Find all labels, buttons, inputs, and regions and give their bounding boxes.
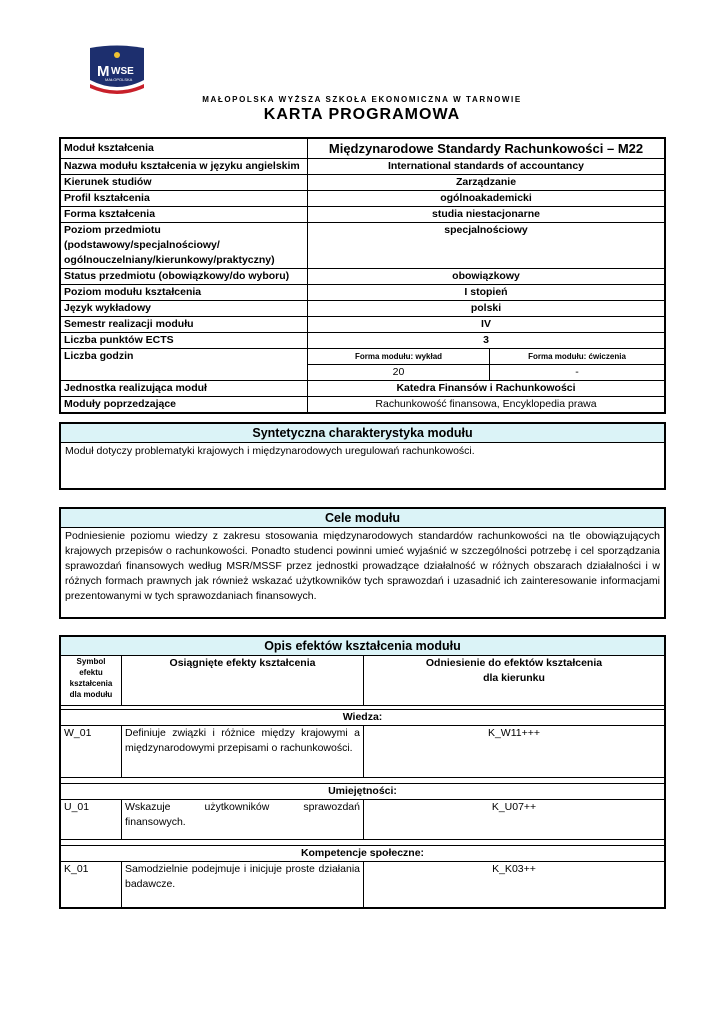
effect-description: Definiuje związki i różnice między krajowymi a międzynarodowymi przepisami o rachunkowości. <box>122 726 364 778</box>
logo-subtext: MAŁOPOLSKA <box>105 77 133 82</box>
section-heading: Wiedza: <box>60 710 665 726</box>
col-symbol-header: Symbol efektu kształcenia dla modułu <box>60 656 122 706</box>
info-value: 3 <box>308 333 666 349</box>
poziom-label-line: (podstawowy/specjalnościowy/ <box>64 239 220 251</box>
cele-title: Cele modułu <box>61 509 664 528</box>
section-heading: Kompetencje społeczne: <box>60 846 665 862</box>
effect-code: W_01 <box>60 726 122 778</box>
poprzedzajace-label: Moduły poprzedzające <box>60 397 308 414</box>
info-value: ogólnoakademicki <box>308 191 666 207</box>
syntetyczna-title: Syntetyczna charakterystyka modułu <box>61 424 664 443</box>
info-label: Kierunek studiów <box>60 175 308 191</box>
effect-description: Samodzielnie podejmuje i inicjuje proste działania badawcze. <box>122 862 364 908</box>
jednostka-value: Katedra Finansów i Rachunkowości <box>308 381 666 397</box>
poziom-label-line: ogólnouczelniany/kierunkowy/praktyczny) <box>64 254 275 266</box>
col-odniesienie-line: Odniesienie do efektów kształcenia <box>425 657 603 669</box>
info-label: Poziom modułu kształcenia <box>60 285 308 301</box>
godziny-label: Liczba godzin <box>60 349 308 381</box>
info-value: International standards of accountancy <box>308 159 666 175</box>
col-odniesienie-line: dla kierunku <box>483 672 545 684</box>
info-value: studia niestacjonarne <box>308 207 666 223</box>
poziom-label-line: Poziom przedmiotu <box>64 224 161 236</box>
poziom-label <box>60 223 308 269</box>
poprzedzajace-value: Rachunkowość finansowa, Encyklopedia prawa <box>308 397 666 414</box>
forma-cwiczenia-header: Forma modułu: ćwiczenia <box>490 349 666 365</box>
info-value: I stopień <box>308 285 666 301</box>
info-label: Semestr realizacji modułu <box>60 317 308 333</box>
jednostka-label: Jednostka realizująca moduł <box>60 381 308 397</box>
wyklad-hours: 20 <box>308 365 490 381</box>
forma-wyklad-header: Forma modułu: wykład <box>308 349 490 365</box>
section-heading: Umiejętności: <box>60 784 665 800</box>
info-value: Zarządzanie <box>308 175 666 191</box>
info-value: IV <box>308 317 666 333</box>
logo-text: WSE <box>111 66 134 77</box>
effect-reference: K_W11+++ <box>364 726 666 778</box>
effect-description: Wskazuje użytkowników sprawozdań finansowych. <box>122 800 364 840</box>
info-label: Liczba punktów ECTS <box>60 333 308 349</box>
info-label: Forma kształcenia <box>60 207 308 223</box>
institution-name: MAŁOPOLSKA WYŻSZA SZKOŁA EKONOMICZNA W TARNOWIE <box>202 95 522 104</box>
col-odniesienie-header <box>364 656 666 706</box>
syntetyczna-section <box>59 422 666 490</box>
syntetyczna-text: Moduł dotyczy problematyki krajowych i międzynarodowych uregulowań rachunkowości. <box>65 445 475 457</box>
cwiczenia-hours: - <box>490 365 666 381</box>
info-label: Status przedmiotu (obowiązkowy/do wyboru) <box>60 269 308 285</box>
cele-text: Podniesienie poziomu wiedzy z zakresu stosowania międzynarodowych standardów rachunkowości na tle obowiązujących krajowych przepisów o rachunkowości. Ponadto studenci powinni umieć wyjaśnić w szczególności potrzebę i cel sporządzania sprawozdań finansowych według MSR/MSSF przez jednostki prowadzące działalność w różnych obszarach działalności i w różnych formach prawnych jak również wskazać użytkowników tych sprawozdań i uzasadnić ich zainteresowanie informacjami prezentowanymi w tych sprawozdaniach finansowych. <box>65 530 660 602</box>
cele-section <box>59 507 666 619</box>
effect-code: U_01 <box>60 800 122 840</box>
col-osiagniete-header: Osiągnięte efekty kształcenia <box>122 656 364 706</box>
poziom-value: specjalnościowy <box>308 223 666 269</box>
info-label: Nazwa modułu kształcenia w języku angielskim <box>60 159 308 175</box>
module-info-table <box>59 137 666 414</box>
effect-code: K_01 <box>60 862 122 908</box>
svg-text:M: M <box>97 63 110 80</box>
info-label: Profil kształcenia <box>60 191 308 207</box>
page-title: KARTA PROGRAMOWA <box>263 106 461 123</box>
effect-reference: K_U07++ <box>364 800 666 840</box>
modul-value: Międzynarodowe Standardy Rachunkowości – M22 <box>308 138 666 159</box>
effect-reference: K_K03++ <box>364 862 666 908</box>
info-value: obowiązkowy <box>308 269 666 285</box>
modul-label: Moduł kształcenia <box>60 138 308 159</box>
efekty-table <box>59 635 666 909</box>
info-label: Język wykładowy <box>60 301 308 317</box>
school-logo <box>86 44 148 94</box>
info-value: polski <box>308 301 666 317</box>
efekty-title: Opis efektów kształcenia modułu <box>60 636 665 656</box>
